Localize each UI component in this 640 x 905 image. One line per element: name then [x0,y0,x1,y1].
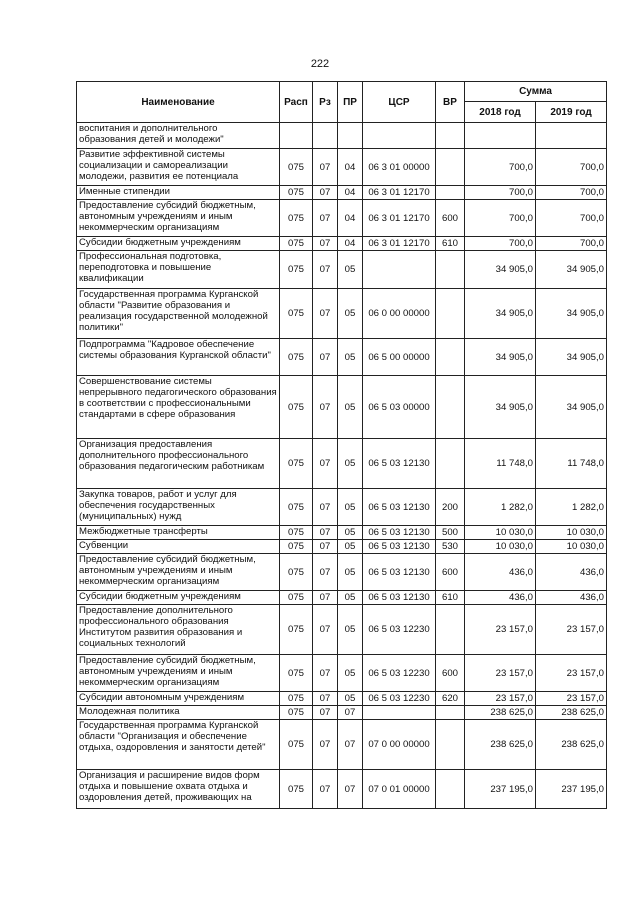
table-body [77,123,607,809]
row-sum-2018: 436,0 [465,554,536,591]
row-rasp: 075 [280,186,313,200]
row-csr: 06 3 01 12170 [363,200,436,237]
row-vr [436,439,465,489]
header-pr: ПР [338,82,363,123]
row-name: Развитие эффективной системы социализации и самореализации молодежи, развития ее потенциала [77,149,280,186]
row-vr: 600 [436,655,465,692]
row-rz: 07 [313,149,338,186]
row-rasp: 075 [280,200,313,237]
row-pr: 05 [338,376,363,439]
row-sum-2018: 34 905,0 [465,339,536,376]
row-rasp: 075 [280,439,313,489]
row-rz: 07 [313,200,338,237]
row-rz: 07 [313,237,338,251]
row-sum-2018: 237 195,0 [465,770,536,809]
row-pr: 04 [338,186,363,200]
row-sum-2018: 23 157,0 [465,655,536,692]
row-pr [338,123,363,149]
table-row [77,540,607,554]
row-name: Предоставление субсидий бюджетным, автономным учреждениям и иным некоммерческим организациям [77,554,280,591]
row-sum-2018: 238 625,0 [465,720,536,770]
row-rasp: 075 [280,692,313,706]
table-row [77,489,607,526]
row-name: Именные стипендии [77,186,280,200]
table-row [77,692,607,706]
row-sum-2018 [465,123,536,149]
row-csr: 06 5 03 12130 [363,591,436,605]
row-rasp: 075 [280,720,313,770]
row-pr: 05 [338,251,363,289]
row-rasp: 075 [280,655,313,692]
header-sum: Сумма [465,82,607,102]
row-vr [436,339,465,376]
table-row [77,554,607,591]
row-vr: 530 [436,540,465,554]
row-sum-2018: 700,0 [465,149,536,186]
table-row [77,251,607,289]
row-pr: 05 [338,289,363,339]
row-sum-2019: 10 030,0 [536,526,607,540]
row-name: воспитания и дополнительного образования детей и молодежи" [77,123,280,149]
row-sum-2019: 700,0 [536,237,607,251]
row-sum-2019: 23 157,0 [536,692,607,706]
row-name: Организация и расширение видов форм отдыха и повышение охвата отдыха и оздоровления детей, проживающих на [77,770,280,809]
row-pr: 05 [338,339,363,376]
budget-table [76,81,607,809]
row-csr: 06 3 01 00000 [363,149,436,186]
row-name: Предоставление субсидий бюджетным, автономным учреждениям и иным некоммерческим организациям [77,200,280,237]
row-name: Профессиональная подготовка, переподготовка и повышение квалификации [77,251,280,289]
row-pr: 05 [338,439,363,489]
row-name: Субсидии автономным учреждениям [77,692,280,706]
table-row [77,439,607,489]
row-rasp: 075 [280,489,313,526]
table-row [77,376,607,439]
row-sum-2018: 238 625,0 [465,706,536,720]
row-rz: 07 [313,655,338,692]
row-sum-2019: 34 905,0 [536,251,607,289]
row-vr: 600 [436,554,465,591]
header-2019: 2019 год [536,102,607,123]
row-sum-2019: 238 625,0 [536,706,607,720]
row-sum-2019: 10 030,0 [536,540,607,554]
row-sum-2019: 237 195,0 [536,770,607,809]
row-rz: 07 [313,289,338,339]
row-pr: 05 [338,605,363,655]
row-sum-2019: 436,0 [536,591,607,605]
table-row [77,289,607,339]
row-name: Подпрограмма "Кадровое обеспечение системы образования Курганской области" [77,339,280,376]
row-rz: 07 [313,376,338,439]
row-csr: 06 3 01 12170 [363,186,436,200]
row-pr: 07 [338,770,363,809]
table-header [77,82,607,123]
row-vr: 500 [436,526,465,540]
row-rz: 07 [313,692,338,706]
table-row [77,237,607,251]
row-name: Государственная программа Курганской области "Организация и обеспечение отдыха, оздоровления и занятости детей" [77,720,280,770]
header-rz: Рз [313,82,338,123]
header-vr: ВР [436,82,465,123]
row-sum-2018: 10 030,0 [465,526,536,540]
row-vr [436,720,465,770]
row-rasp: 075 [280,540,313,554]
row-rasp: 075 [280,339,313,376]
row-sum-2019: 436,0 [536,554,607,591]
row-csr [363,123,436,149]
row-name: Субсидии бюджетным учреждениям [77,591,280,605]
row-sum-2018: 10 030,0 [465,540,536,554]
page-number: 222 [310,58,330,70]
row-rz: 07 [313,186,338,200]
row-vr [436,706,465,720]
row-sum-2018: 436,0 [465,591,536,605]
row-csr: 06 3 01 12170 [363,237,436,251]
row-csr: 06 5 03 12230 [363,655,436,692]
row-name: Закупка товаров, работ и услуг для обеспечения государственных (муниципальных) нужд [77,489,280,526]
row-sum-2019 [536,123,607,149]
row-rz: 07 [313,526,338,540]
row-pr: 05 [338,540,363,554]
row-pr: 04 [338,200,363,237]
row-vr: 620 [436,692,465,706]
row-rz: 07 [313,540,338,554]
row-vr [436,605,465,655]
row-sum-2018: 11 748,0 [465,439,536,489]
table-row [77,591,607,605]
row-rasp: 075 [280,526,313,540]
row-rz: 07 [313,439,338,489]
row-sum-2019: 34 905,0 [536,376,607,439]
row-name: Субсидии бюджетным учреждениям [77,237,280,251]
row-rasp: 075 [280,591,313,605]
row-vr: 610 [436,591,465,605]
row-rasp: 075 [280,289,313,339]
table-row [77,526,607,540]
row-rasp: 075 [280,605,313,655]
row-vr: 600 [436,200,465,237]
row-rasp: 075 [280,706,313,720]
row-sum-2018: 34 905,0 [465,289,536,339]
row-rasp [280,123,313,149]
row-vr [436,289,465,339]
row-rasp: 075 [280,376,313,439]
row-sum-2019: 23 157,0 [536,605,607,655]
row-csr: 06 5 03 12130 [363,526,436,540]
row-sum-2019: 11 748,0 [536,439,607,489]
header-name: Наименование [77,82,280,123]
table-row [77,339,607,376]
row-csr: 06 5 03 12230 [363,605,436,655]
row-sum-2019: 700,0 [536,149,607,186]
row-csr: 06 5 03 12130 [363,439,436,489]
row-vr [436,186,465,200]
row-pr: 07 [338,720,363,770]
row-sum-2018: 34 905,0 [465,376,536,439]
row-csr: 06 5 03 12130 [363,540,436,554]
row-vr [436,251,465,289]
row-sum-2019: 23 157,0 [536,655,607,692]
header-2018: 2018 год [465,102,536,123]
row-sum-2019: 34 905,0 [536,339,607,376]
row-sum-2019: 700,0 [536,186,607,200]
row-name: Субвенции [77,540,280,554]
row-vr [436,149,465,186]
row-name: Предоставление субсидий бюджетным, автономным учреждениям и иным некоммерческим организациям [77,655,280,692]
row-rz: 07 [313,720,338,770]
row-pr: 05 [338,655,363,692]
row-csr: 06 5 03 00000 [363,376,436,439]
table-row [77,706,607,720]
row-name: Межбюджетные трансферты [77,526,280,540]
row-pr: 05 [338,554,363,591]
row-csr: 07 0 00 00000 [363,720,436,770]
row-name: Государственная программа Курганской области "Развитие образования и реализация государственной молодежной политики" [77,289,280,339]
row-pr: 05 [338,591,363,605]
row-rz [313,123,338,149]
table-row [77,655,607,692]
header-csr: ЦСР [363,82,436,123]
row-sum-2019: 34 905,0 [536,289,607,339]
table-row [77,149,607,186]
row-rz: 07 [313,251,338,289]
row-sum-2019: 700,0 [536,200,607,237]
row-rz: 07 [313,770,338,809]
row-vr [436,376,465,439]
row-name: Совершенствование системы непрерывного педагогического образования в соответствии с профессиональными стандартами в сфере образования [77,376,280,439]
table-row [77,605,607,655]
row-pr: 05 [338,489,363,526]
row-sum-2018: 700,0 [465,186,536,200]
row-csr: 06 0 00 00000 [363,289,436,339]
row-csr: 06 5 03 12130 [363,489,436,526]
row-rz: 07 [313,489,338,526]
row-pr: 04 [338,237,363,251]
row-name: Организация предоставления дополнительного профессионального образования педагогическим работникам [77,439,280,489]
row-rasp: 075 [280,149,313,186]
row-csr [363,706,436,720]
row-sum-2018: 700,0 [465,237,536,251]
row-rasp: 075 [280,237,313,251]
row-pr: 04 [338,149,363,186]
row-rz: 07 [313,605,338,655]
row-sum-2018: 23 157,0 [465,692,536,706]
row-sum-2018: 34 905,0 [465,251,536,289]
row-pr: 07 [338,706,363,720]
row-sum-2019: 238 625,0 [536,720,607,770]
row-rasp: 075 [280,251,313,289]
row-rasp: 075 [280,554,313,591]
row-name: Предоставление дополнительного профессионального образования Институтом развития образования и социальных технологий [77,605,280,655]
row-rz: 07 [313,339,338,376]
row-pr: 05 [338,526,363,540]
row-vr: 200 [436,489,465,526]
table-row [77,123,607,149]
row-pr: 05 [338,692,363,706]
row-csr: 07 0 01 00000 [363,770,436,809]
table-row [77,770,607,809]
row-sum-2018: 700,0 [465,200,536,237]
table-row [77,200,607,237]
table-row [77,186,607,200]
row-vr [436,123,465,149]
row-sum-2019: 1 282,0 [536,489,607,526]
row-sum-2018: 23 157,0 [465,605,536,655]
row-rz: 07 [313,554,338,591]
row-rasp: 075 [280,770,313,809]
row-csr: 06 5 03 12230 [363,692,436,706]
row-rz: 07 [313,591,338,605]
row-vr: 610 [436,237,465,251]
table-row [77,720,607,770]
row-sum-2018: 1 282,0 [465,489,536,526]
row-csr [363,251,436,289]
row-vr [436,770,465,809]
header-rasp: Расп [280,82,313,123]
row-rz: 07 [313,706,338,720]
row-name: Молодежная политика [77,706,280,720]
row-csr: 06 5 00 00000 [363,339,436,376]
row-csr: 06 5 03 12130 [363,554,436,591]
